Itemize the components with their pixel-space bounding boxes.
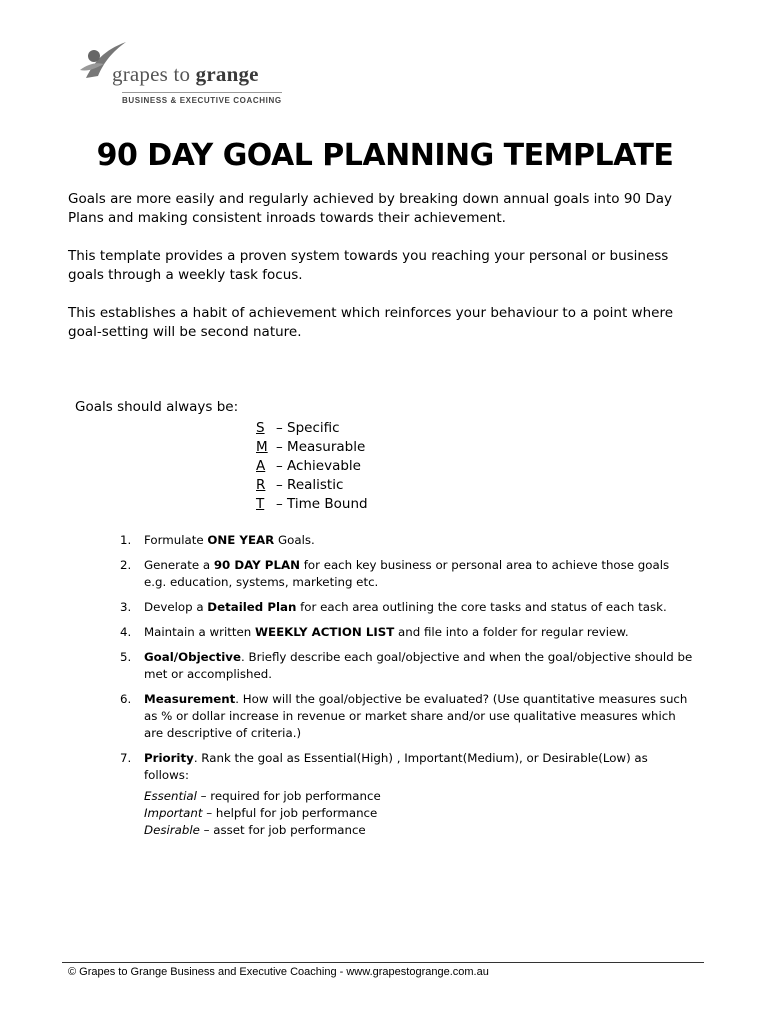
priority-definitions: [144, 788, 695, 839]
list-item: 2. Generate a 90 DAY PLAN for each key business or personal area to achieve those goals e.g. education, systems, marketing etc.: [120, 558, 670, 589]
priority-item: Desirable – asset for job performance: [144, 823, 366, 837]
smart-item: [256, 457, 368, 476]
smart-item: [256, 495, 368, 514]
smart-text: – Realistic: [276, 477, 344, 493]
list-item: 6. Measurement. How will the goal/objective be evaluated? (Use quantitative measures such as % or dollar increase in revenue or market share and/or use qualitative measures which are descriptive of criteria.): [120, 692, 688, 740]
smart-item: [256, 476, 368, 495]
logo-tagline: BUSINESS & EXECUTIVE COACHING: [122, 96, 282, 105]
logo-rule: [122, 92, 282, 93]
list-item: 3. Develop a Detailed Plan for each area outlining the core tasks and status of each task.: [120, 600, 667, 614]
list-item: 5. Goal/Objective. Briefly describe each goal/objective and when the goal/objective should be met or accomplished.: [120, 650, 693, 681]
smart-text: – Time Bound: [276, 496, 368, 512]
smart-letter: S: [256, 420, 265, 436]
footer-text: © Grapes to Grange Business and Executive Coaching - www.grapestogrange.com.au: [68, 966, 489, 978]
page-title: 90 DAY GOAL PLANNING TEMPLATE: [96, 138, 674, 173]
list-item: 1. Formulate ONE YEAR Goals.: [120, 533, 315, 547]
list-item: 4. Maintain a written WEEKLY ACTION LIST and file into a folder for regular review.: [120, 625, 629, 639]
intro-paragraph-3: This establishes a habit of achievement which reinforces your behaviour to a point where goal-setting will be second nature.: [68, 305, 674, 340]
smart-text: – Specific: [276, 420, 340, 436]
smart-letter: A: [256, 458, 266, 474]
company-logo: [74, 40, 294, 110]
list-item: 7. Priority. Rank the goal as Essential(High) , Important(Medium), or Desirable(Low) as follows: Essential – required for job performance Important – helpful for job performance Desirable – asset for job performance: [120, 750, 695, 839]
smart-letter: T: [256, 496, 265, 512]
smart-text: – Measurable: [276, 439, 366, 455]
priority-item: Important – helpful for job performance: [144, 806, 378, 820]
footer-rule: [62, 962, 704, 963]
smart-letter: R: [256, 477, 266, 493]
intro-paragraph-2: This template provides a proven system towards you reaching your personal or business goals through a weekly task focus.: [68, 248, 669, 283]
smart-text: – Achievable: [276, 458, 361, 474]
steps-list: [120, 532, 695, 847]
priority-item: Essential – required for job performance: [144, 789, 381, 803]
smart-item: [256, 419, 368, 438]
intro-paragraph-1: Goals are more easily and regularly achieved by breaking down annual goals into 90 Day Plans and making consistent inroads towards their achievement.: [68, 191, 672, 226]
smart-item: [256, 438, 368, 457]
logo-brand: grapes to grange: [112, 62, 259, 86]
smart-intro: Goals should always be:: [75, 399, 239, 415]
smart-letter: M: [256, 439, 268, 455]
smart-list: [256, 419, 368, 514]
